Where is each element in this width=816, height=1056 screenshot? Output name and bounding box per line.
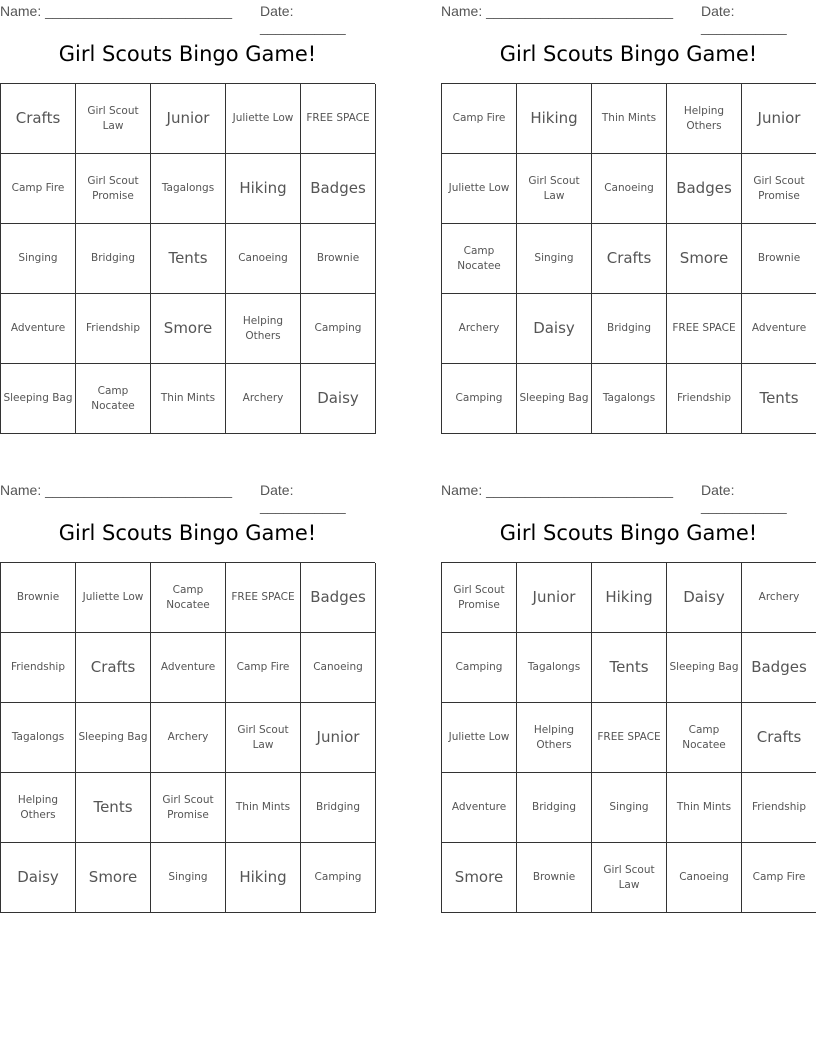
bingo-cell: Tents xyxy=(76,773,151,843)
bingo-cell: Adventure xyxy=(442,773,517,843)
bingo-cell: Camp Nocatee xyxy=(151,563,226,633)
bingo-cell: Juliette Low xyxy=(226,84,301,154)
bingo-cell: Crafts xyxy=(742,703,816,773)
bingo-cell: Bridging xyxy=(592,294,667,364)
bingo-cell: Crafts xyxy=(1,84,76,154)
bingo-cell: Canoeing xyxy=(226,224,301,294)
bingo-cell: Singing xyxy=(151,843,226,913)
bingo-cell: Brownie xyxy=(1,563,76,633)
bingo-card-3 xyxy=(0,479,375,886)
bingo-cell: Bridging xyxy=(76,224,151,294)
bingo-cell: Sleeping Bag xyxy=(517,364,592,434)
bingo-cell: Canoeing xyxy=(667,843,742,913)
bingo-cell: Tagalongs xyxy=(517,633,592,703)
bingo-cell: Tagalongs xyxy=(592,364,667,434)
date-line: Date: ___________ xyxy=(260,3,346,35)
bingo-cell: FREE SPACE xyxy=(301,84,376,154)
name-date-row xyxy=(0,479,375,514)
bingo-cell: Thin Mints xyxy=(592,84,667,154)
bingo-cell: Helping Others xyxy=(517,703,592,773)
bingo-cell: Crafts xyxy=(592,224,667,294)
bingo-cell: Friendship xyxy=(76,294,151,364)
name-date-row xyxy=(441,479,816,514)
bingo-cell: FREE SPACE xyxy=(592,703,667,773)
bingo-cell: Daisy xyxy=(1,843,76,913)
bingo-cell: Adventure xyxy=(742,294,816,364)
card-title: Girl Scouts Bingo Game! xyxy=(58,42,317,66)
name-date-row xyxy=(441,0,816,35)
bingo-cell: Sleeping Bag xyxy=(76,703,151,773)
bingo-cell: Juliette Low xyxy=(76,563,151,633)
bingo-cell: Bridging xyxy=(301,773,376,843)
date-line: Date: ___________ xyxy=(701,3,787,35)
bingo-cell: Singing xyxy=(592,773,667,843)
bingo-cell: Hiking xyxy=(226,843,301,913)
bingo-cell: Canoeing xyxy=(592,154,667,224)
card-title: Girl Scouts Bingo Game! xyxy=(58,521,317,545)
bingo-cell: Bridging xyxy=(517,773,592,843)
bingo-cell: Juliette Low xyxy=(442,703,517,773)
bingo-grid xyxy=(441,562,816,913)
name-line: Name: ________________________ xyxy=(441,482,673,498)
name-line: Name: ________________________ xyxy=(0,482,232,498)
bingo-cell: Friendship xyxy=(1,633,76,703)
bingo-cell: Girl Scout Promise xyxy=(442,563,517,633)
bingo-cell: Girl Scout Law xyxy=(226,703,301,773)
bingo-cell: Helping Others xyxy=(1,773,76,843)
bingo-cell: Helping Others xyxy=(226,294,301,364)
bingo-cell: Girl Scout Promise xyxy=(151,773,226,843)
bingo-cell: Girl Scout Promise xyxy=(742,154,816,224)
bingo-cell: Thin Mints xyxy=(151,364,226,434)
bingo-cell: Singing xyxy=(517,224,592,294)
bingo-cell: Girl Scout Promise xyxy=(76,154,151,224)
bingo-cell: Daisy xyxy=(517,294,592,364)
bingo-cell: Tents xyxy=(151,224,226,294)
bingo-cell: Smore xyxy=(151,294,226,364)
bingo-cell: Tagalongs xyxy=(1,703,76,773)
bingo-cell: Juliette Low xyxy=(442,154,517,224)
name-line: Name: ________________________ xyxy=(0,3,232,19)
name-date-row xyxy=(0,0,375,35)
bingo-cell: Junior xyxy=(742,84,816,154)
bingo-cell: Junior xyxy=(151,84,226,154)
bingo-cell: Camp Fire xyxy=(1,154,76,224)
bingo-cell: Smore xyxy=(442,843,517,913)
bingo-cell: Thin Mints xyxy=(667,773,742,843)
bingo-cell: Sleeping Bag xyxy=(1,364,76,434)
bingo-cell: Camp Nocatee xyxy=(667,703,742,773)
bingo-grid xyxy=(0,83,375,434)
bingo-cell: Camping xyxy=(301,294,376,364)
bingo-card-2 xyxy=(441,0,816,407)
bingo-cell: Singing xyxy=(1,224,76,294)
bingo-cell: Camping xyxy=(442,364,517,434)
bingo-cell: Hiking xyxy=(226,154,301,224)
bingo-cell: Canoeing xyxy=(301,633,376,703)
card-title: Girl Scouts Bingo Game! xyxy=(499,521,758,545)
bingo-cell: Hiking xyxy=(592,563,667,633)
bingo-cell: Adventure xyxy=(151,633,226,703)
bingo-cell: Friendship xyxy=(667,364,742,434)
bingo-cell: Brownie xyxy=(517,843,592,913)
bingo-cell: Tagalongs xyxy=(151,154,226,224)
bingo-cell: Badges xyxy=(742,633,816,703)
date-line: Date: ___________ xyxy=(701,482,787,514)
bingo-cell: Brownie xyxy=(301,224,376,294)
bingo-cell: Brownie xyxy=(742,224,816,294)
name-line: Name: ________________________ xyxy=(441,3,673,19)
bingo-cell: Junior xyxy=(517,563,592,633)
bingo-cell: Daisy xyxy=(667,563,742,633)
bingo-cell: Badges xyxy=(301,563,376,633)
bingo-cell: Sleeping Bag xyxy=(667,633,742,703)
bingo-cell: Camp Fire xyxy=(226,633,301,703)
bingo-cell: Smore xyxy=(667,224,742,294)
bingo-cell: Camp Fire xyxy=(442,84,517,154)
bingo-cell: Hiking xyxy=(517,84,592,154)
bingo-cell: Camp Nocatee xyxy=(76,364,151,434)
bingo-cell: Helping Others xyxy=(667,84,742,154)
bingo-cell: Archery xyxy=(226,364,301,434)
bingo-cell: Badges xyxy=(667,154,742,224)
bingo-cell: Thin Mints xyxy=(226,773,301,843)
bingo-cell: Adventure xyxy=(1,294,76,364)
bingo-card-4 xyxy=(441,479,816,891)
bingo-cell: Girl Scout Law xyxy=(517,154,592,224)
bingo-cell: Camp Fire xyxy=(742,843,816,913)
bingo-cell: Smore xyxy=(76,843,151,913)
bingo-cell: Tents xyxy=(592,633,667,703)
bingo-cell: Crafts xyxy=(76,633,151,703)
bingo-cell: Badges xyxy=(301,154,376,224)
bingo-cell: Junior xyxy=(301,703,376,773)
bingo-cell: Archery xyxy=(442,294,517,364)
date-line: Date: ___________ xyxy=(260,482,346,514)
bingo-cell: Camping xyxy=(301,843,376,913)
bingo-cell: Archery xyxy=(151,703,226,773)
bingo-card-1 xyxy=(0,0,375,412)
bingo-cell: Camping xyxy=(442,633,517,703)
card-title: Girl Scouts Bingo Game! xyxy=(499,42,758,66)
bingo-cell: FREE SPACE xyxy=(667,294,742,364)
bingo-cell: Girl Scout Law xyxy=(76,84,151,154)
bingo-grid xyxy=(0,562,375,913)
bingo-cell: Tents xyxy=(742,364,816,434)
bingo-grid xyxy=(441,83,816,434)
bingo-cell: Archery xyxy=(742,563,816,633)
bingo-cell: Friendship xyxy=(742,773,816,843)
bingo-cell: Girl Scout Law xyxy=(592,843,667,913)
bingo-cell: Camp Nocatee xyxy=(442,224,517,294)
bingo-cell: Daisy xyxy=(301,364,376,434)
bingo-cell: FREE SPACE xyxy=(226,563,301,633)
